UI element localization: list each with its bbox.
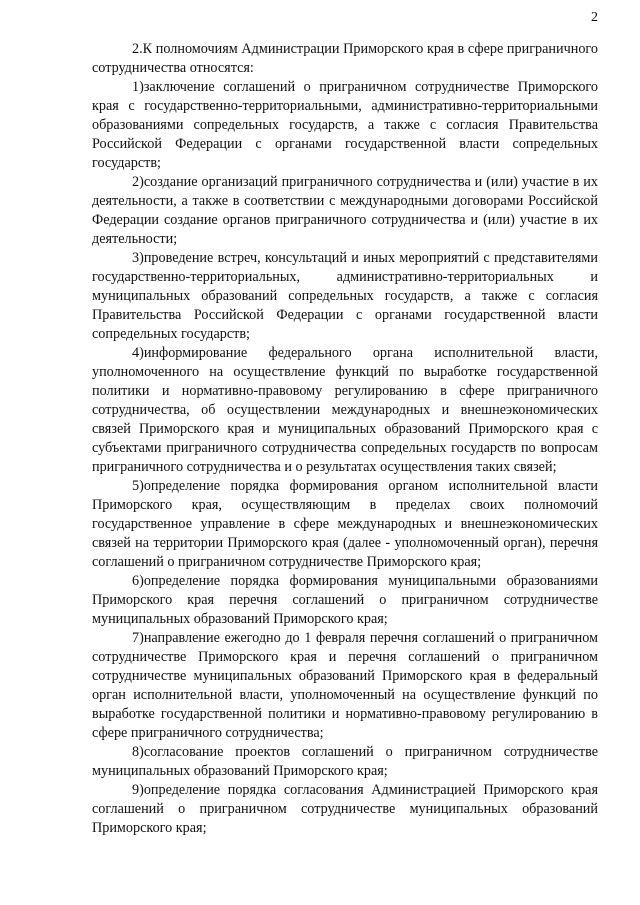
paragraph-item-1: 1)заключение соглашений о приграничном сотрудничестве Приморского края с государственно-территориальными, административно-территориальными образованиями сопредельных государств, а также с согласия Правительства Российской Федерации с органами государственной власти сопредельных государств; (92, 79, 598, 171)
paragraph-item-5: 5)определение порядка формирования органом исполнительной власти Приморского края, осуществляющим в пределах своих полномочий государственное управление в сфере международных и внешнеэкономических связей на территории Приморского края (далее - уполномоченный орган), перечня соглашений о приграничном сотрудничестве Приморского края; (92, 478, 598, 570)
paragraph-item-9: 9)определение порядка согласования Администрацией Приморского края соглашений о приграничном сотрудничестве муниципальных образований Приморского края; (92, 782, 598, 836)
paragraph-item-7: 7)направление ежегодно до 1 февраля перечня соглашений о приграничном сотрудничестве Приморского края и перечня соглашений о приграничном сотрудничестве муниципальных образований Приморского края в федеральный орган исполнительной власти, уполномоченный на осуществление функций по выработке государственной политики и нормативно-правовому регулированию в сфере приграничного сотрудничества; (92, 630, 598, 741)
paragraph-intro: 2.К полномочиям Администрации Приморского края в сфере приграничного сотрудничества относятся: (92, 41, 598, 76)
paragraph-item-6: 6)определение порядка формирования муниципальными образованиями Приморского края перечня соглашений о приграничном сотрудничестве муниципальных образований Приморского края; (92, 573, 598, 627)
page-number: 2 (591, 10, 598, 25)
paragraph-item-4: 4)информирование федерального органа исполнительной власти, уполномоченного на осуществление функций по выработке государственной политики и нормативно-правовому регулированию в сфере приграничного сотрудничества, об осуществлении международных и внешнеэкономических связей Приморского края и муниципальных образований Приморского края с субъектами приграничного сотрудничества сопредельных государств по вопросам приграничного сотрудничества и о результатах осуществления таких связей; (92, 345, 598, 475)
paragraph-item-3: 3)проведение встреч, консультаций и иных мероприятий с представителями государственно-территориальных, административно-территориальных и муниципальных образований сопредельных государств, а также с согласия Правительства Российской Федерации с органами государственной власти сопредельных государств; (92, 250, 598, 342)
paragraph-item-8: 8)согласование проектов соглашений о приграничном сотрудничестве муниципальных образований Приморского края; (92, 744, 598, 779)
paragraph-item-2: 2)создание организаций приграничного сотрудничества и (или) участие в их деятельности, а также в соответствии с международными договорами Российской Федерации создание органов приграничного сотрудничества и (или) участие в их деятельности; (92, 174, 598, 247)
